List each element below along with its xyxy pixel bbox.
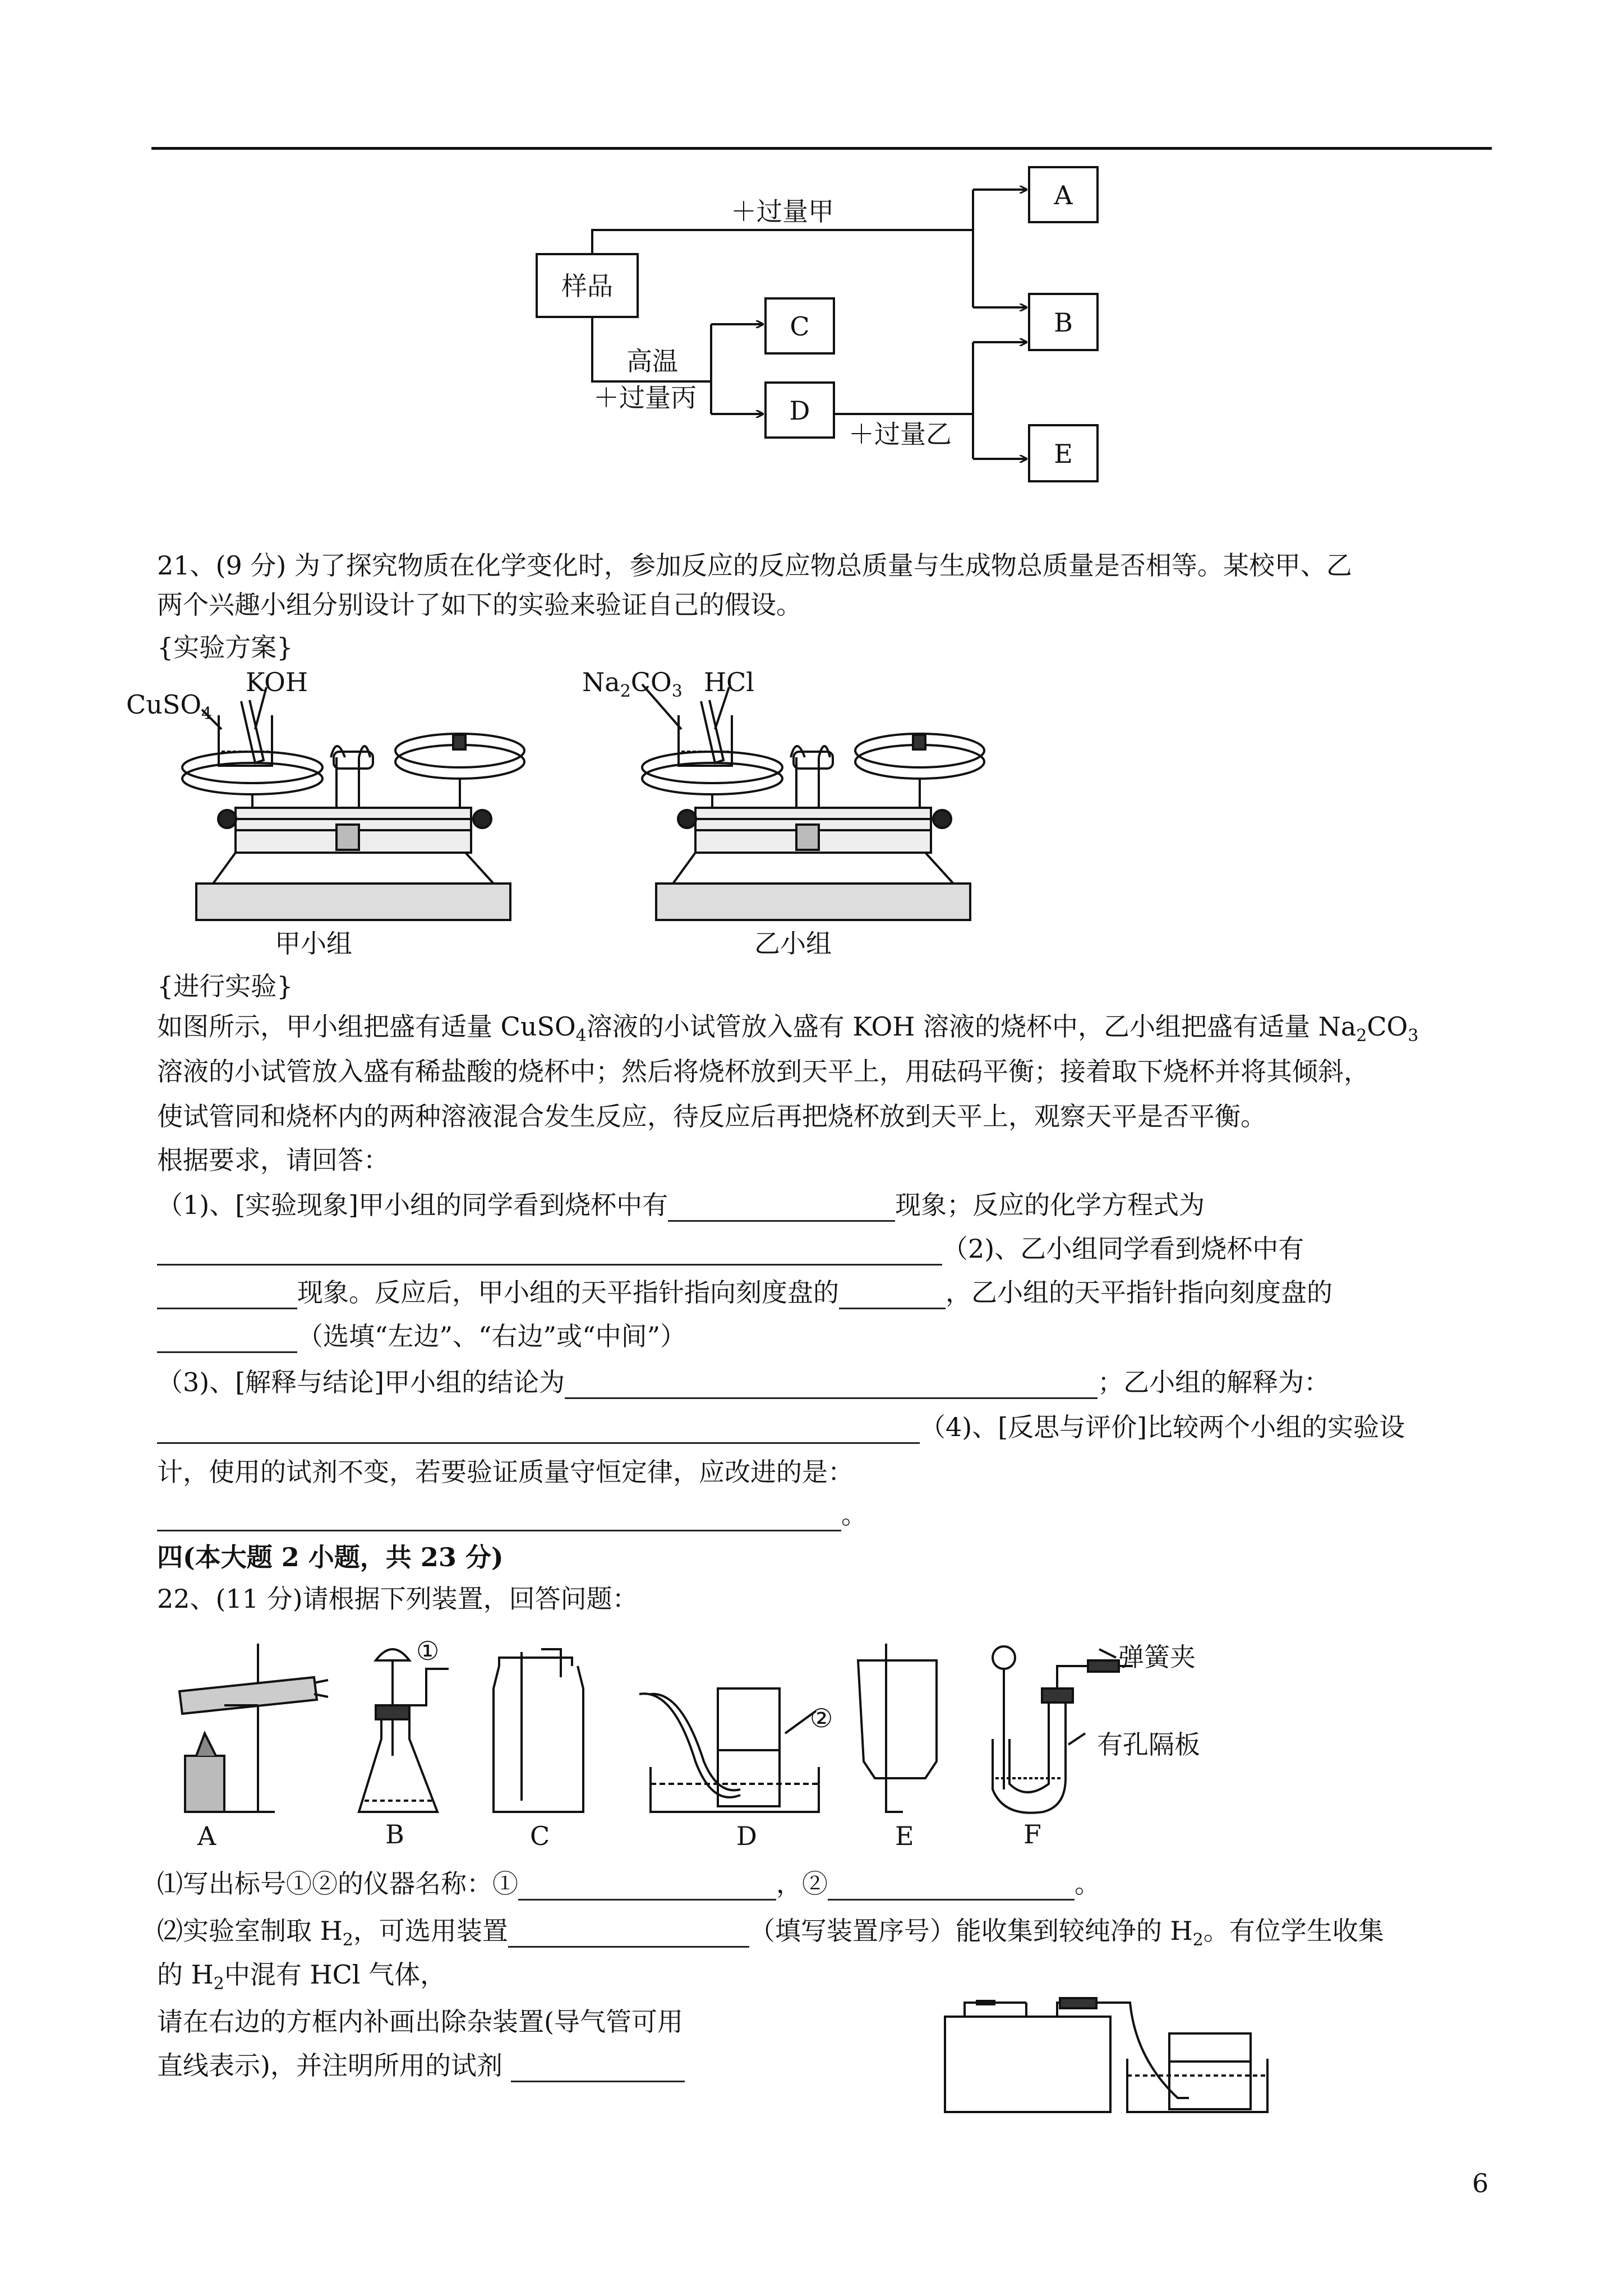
apparatus-a — [179, 1644, 328, 1812]
answer-blank-1[interactable] — [668, 1195, 895, 1222]
marker-1: ① — [416, 1636, 440, 1666]
edge-high-temp-label: 高温 — [626, 346, 678, 376]
apparatus-label-c: C — [530, 1821, 550, 1851]
edge-yi-label: ＋过量乙 — [849, 419, 952, 449]
q21-part2-cont: （选填“左边”、“右边”或“中间”） — [157, 1319, 686, 1353]
q22-sub3-line1: 请在右边的方框内补画出除杂装置(导气管可用 — [157, 2007, 683, 2037]
section-4-heading: 四(本大题 2 小题，共 23 分) — [157, 1542, 504, 1572]
balance-yi — [642, 684, 984, 920]
q21-section-exp: {进行实验} — [157, 971, 293, 1001]
balance-jia — [182, 687, 524, 920]
apparatus-c — [494, 1649, 583, 1812]
q21-part1: （1)、[实验现象]甲小组的同学看到烧杯中有 现象；反应的化学方程式为 — [157, 1188, 1205, 1222]
q22-sub1: ⑴写出标号①②的仪器名称：① ，② 。 — [157, 1867, 1100, 1901]
answer-blank-equation[interactable] — [157, 1239, 942, 1266]
q21-part2: 现象。反应后，甲小组的天平指针指向刻度盘的 ，乙小组的天平指针指向刻度盘的 — [157, 1276, 1332, 1309]
impurity-removal-figure — [942, 1991, 1279, 2120]
answer-blank-improvement[interactable] — [157, 1505, 841, 1531]
page-number: 6 — [1472, 2168, 1489, 2198]
sample-label: 样品 — [561, 271, 613, 301]
q22-sub3-line2: 直线表示)，并注明所用的试剂 — [157, 2049, 685, 2082]
label-cuso4: CuSO$_4$ — [126, 689, 213, 724]
marker-2: ② — [810, 1703, 833, 1733]
q21-exp-line4: 根据要求，请回答： — [157, 1145, 389, 1175]
q21-exp-line3: 使试管同和烧杯内的两种溶液混合发生反应，待反应后再把烧杯放到天平上，观察天平是否平衡。 — [157, 1101, 1266, 1131]
answer-blank-instrument-1[interactable] — [518, 1874, 776, 1901]
q21-exp-line2: 溶液的小试管放入盛有稀盐酸的烧杯中；然后将烧杯放到天平上，用砝码平衡；接着取下烧杯并将其倾斜， — [157, 1056, 1370, 1087]
q21-part4-cont: 。 — [157, 1498, 867, 1531]
apparatus-label-b: B — [385, 1819, 404, 1849]
apparatus-b — [359, 1649, 449, 1812]
box-e-label: E — [1054, 439, 1073, 469]
box-d-label: D — [789, 395, 810, 426]
q21-part1-cont: （2)、乙小组同学看到烧杯中有 — [157, 1232, 1304, 1266]
answer-blank-jia-conclusion[interactable] — [565, 1373, 1098, 1399]
apparatus-e — [858, 1644, 937, 1812]
flowchart — [0, 0, 1623, 505]
box-b-label: B — [1054, 307, 1073, 338]
q22-sub2: ⑵实验室制取 $H_2$，可选用装置 （填写装置序号）能收集到较纯净的 $H_2$。有位学生收集 — [157, 1916, 1384, 1950]
apparatus-label-e: E — [895, 1821, 914, 1851]
caption-group-jia: 甲小组 — [275, 928, 352, 959]
answer-blank-yi-pointer[interactable] — [157, 1327, 297, 1353]
q21-exp-line1: 如图所示，甲小组把盛有适量 CuSO$_4$溶液的小试管放入盛有 KOH 溶液的烧杯中，乙小组把盛有适量 $Na_2CO_3$ — [157, 1011, 1419, 1046]
box-a-label: A — [1054, 180, 1073, 210]
q21-section-plan: {实验方案} — [157, 632, 293, 662]
q21-part3: （3)、[解释与结论]甲小组的结论为 ；乙小组的解释为： — [157, 1365, 1330, 1399]
q21-intro-line1: 21、(9 分) 为了探究物质在化学变化时，参加反应的反应物总质量与生成物总质量是否相等。某校甲、乙 — [157, 550, 1352, 581]
box-c-label: C — [790, 311, 810, 342]
apparatus-figures — [0, 1627, 1234, 1851]
label-koh: KOH — [246, 667, 308, 697]
label-spring-clip: 弹簧夹 — [1118, 1642, 1196, 1672]
q22-sub2-cont: 的 $H_2$中混有 HCl 气体， — [157, 1959, 446, 1994]
q21-intro-line2: 两个兴趣小组分别设计了如下的实验来验证自己的假设。 — [157, 590, 802, 620]
label-porous-plate: 有孔隔板 — [1097, 1729, 1200, 1760]
apparatus-label-d: D — [736, 1821, 757, 1851]
answer-blank-yi-explanation[interactable] — [157, 1418, 920, 1444]
answer-blank-device[interactable] — [508, 1921, 749, 1948]
answer-blank-instrument-2[interactable] — [828, 1874, 1075, 1901]
answer-blank-2[interactable] — [157, 1283, 297, 1309]
q21-part3-cont: （4)、[反思与评价]比较两个小组的实验设 — [157, 1410, 1405, 1444]
caption-group-yi: 乙小组 — [754, 928, 832, 959]
label-na2co3: $Na_2CO_3$ — [582, 667, 683, 701]
answer-blank-jia-pointer[interactable] — [839, 1283, 946, 1309]
apparatus-d — [639, 1688, 819, 1812]
answer-blank-reagent[interactable] — [511, 2056, 685, 2082]
edge-top-label: ＋过量甲 — [731, 196, 834, 227]
apparatus-label-f: F — [1023, 1819, 1041, 1849]
blank-drawing-box — [945, 2017, 1110, 2112]
edge-bing-label: ＋过量丙 — [593, 383, 697, 413]
label-hcl: HCl — [704, 667, 755, 697]
q21-part4: 计，使用的试剂不变，若要验证质量守恒定律，应改进的是： — [157, 1457, 854, 1487]
apparatus-label-a: A — [197, 1821, 216, 1851]
q22-intro: 22、(11 分)请根据下列装置，回答问题： — [157, 1584, 638, 1614]
